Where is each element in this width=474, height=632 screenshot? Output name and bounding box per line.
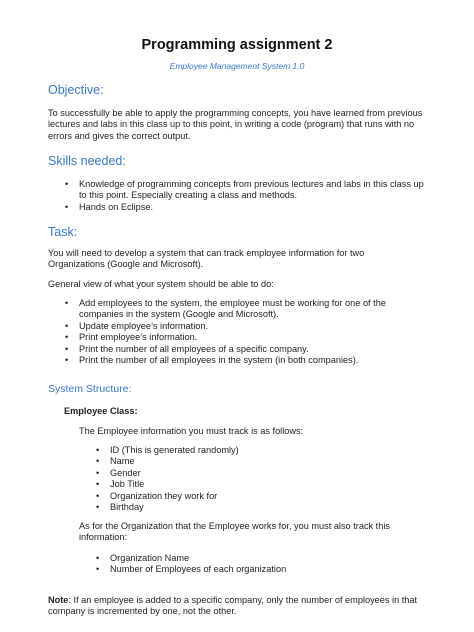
task-heading: Task: xyxy=(48,225,78,239)
list-item: • Knowledge of programming concepts from previous lectures and labs in this class up to this point. Especially creating a class and methods. xyxy=(64,179,424,202)
task-intro: You will need to develop a system that can track employee information for two Organizations (Google and Microsoft). xyxy=(48,248,365,270)
org-intro: As for the Organization that the Employee works for, you must also track this information: xyxy=(79,521,390,543)
note-label: Note xyxy=(48,595,69,605)
objective-heading: Objective: xyxy=(48,83,104,97)
list-item: • Job Title xyxy=(95,479,395,490)
task-general: General view of what your system should be able to do: xyxy=(48,279,274,289)
list-item: • Organization they work for xyxy=(95,491,395,502)
list-item: • Print the number of all employees of a specific company. xyxy=(64,344,424,355)
list-item: • Update employee’s information. xyxy=(64,321,424,332)
org-fields-list xyxy=(95,553,415,576)
document-subtitle: Employee Management System 1.0 xyxy=(169,61,305,71)
skills-heading: Skills needed: xyxy=(48,154,126,168)
task-list xyxy=(64,298,424,366)
note-text: : If an employee is added to a specific company, only the number of employees in that company is incremented by one, not the other. xyxy=(48,595,418,617)
list-item: • ID (This is generated randomly) xyxy=(95,445,395,456)
note-paragraph xyxy=(48,595,443,618)
list-item: • Hands on Eclipse. xyxy=(64,202,424,213)
skills-list xyxy=(64,179,424,213)
list-item: • Number of Employees of each organization xyxy=(95,564,415,575)
list-item: • Name xyxy=(95,456,395,467)
structure-heading: System Structure: xyxy=(48,383,132,395)
list-item: • Organization Name xyxy=(95,553,415,564)
list-item: • Gender xyxy=(95,468,395,479)
list-item: • Add employees to the system, the employee must be working for one of the companies in the system (Google and Microsoft). xyxy=(64,298,424,321)
objective-text: To successfully be able to apply the programming concepts, you have learned from previous lectures and labs in this class up to this point, in writing a code (program) that runs with no errors and gives the correct output. xyxy=(48,108,423,141)
list-item: • Print the number of all employees in the system (in both companies). xyxy=(64,355,424,366)
document-title: Programming assignment 2 xyxy=(141,37,333,53)
track-intro: The Employee information you must track is as follows: xyxy=(79,426,304,436)
list-item: • Print employee’s information. xyxy=(64,332,424,343)
employee-class-label: Employee Class: xyxy=(64,406,138,416)
employee-fields-list xyxy=(95,445,395,513)
list-item: • Birthday xyxy=(95,502,395,513)
